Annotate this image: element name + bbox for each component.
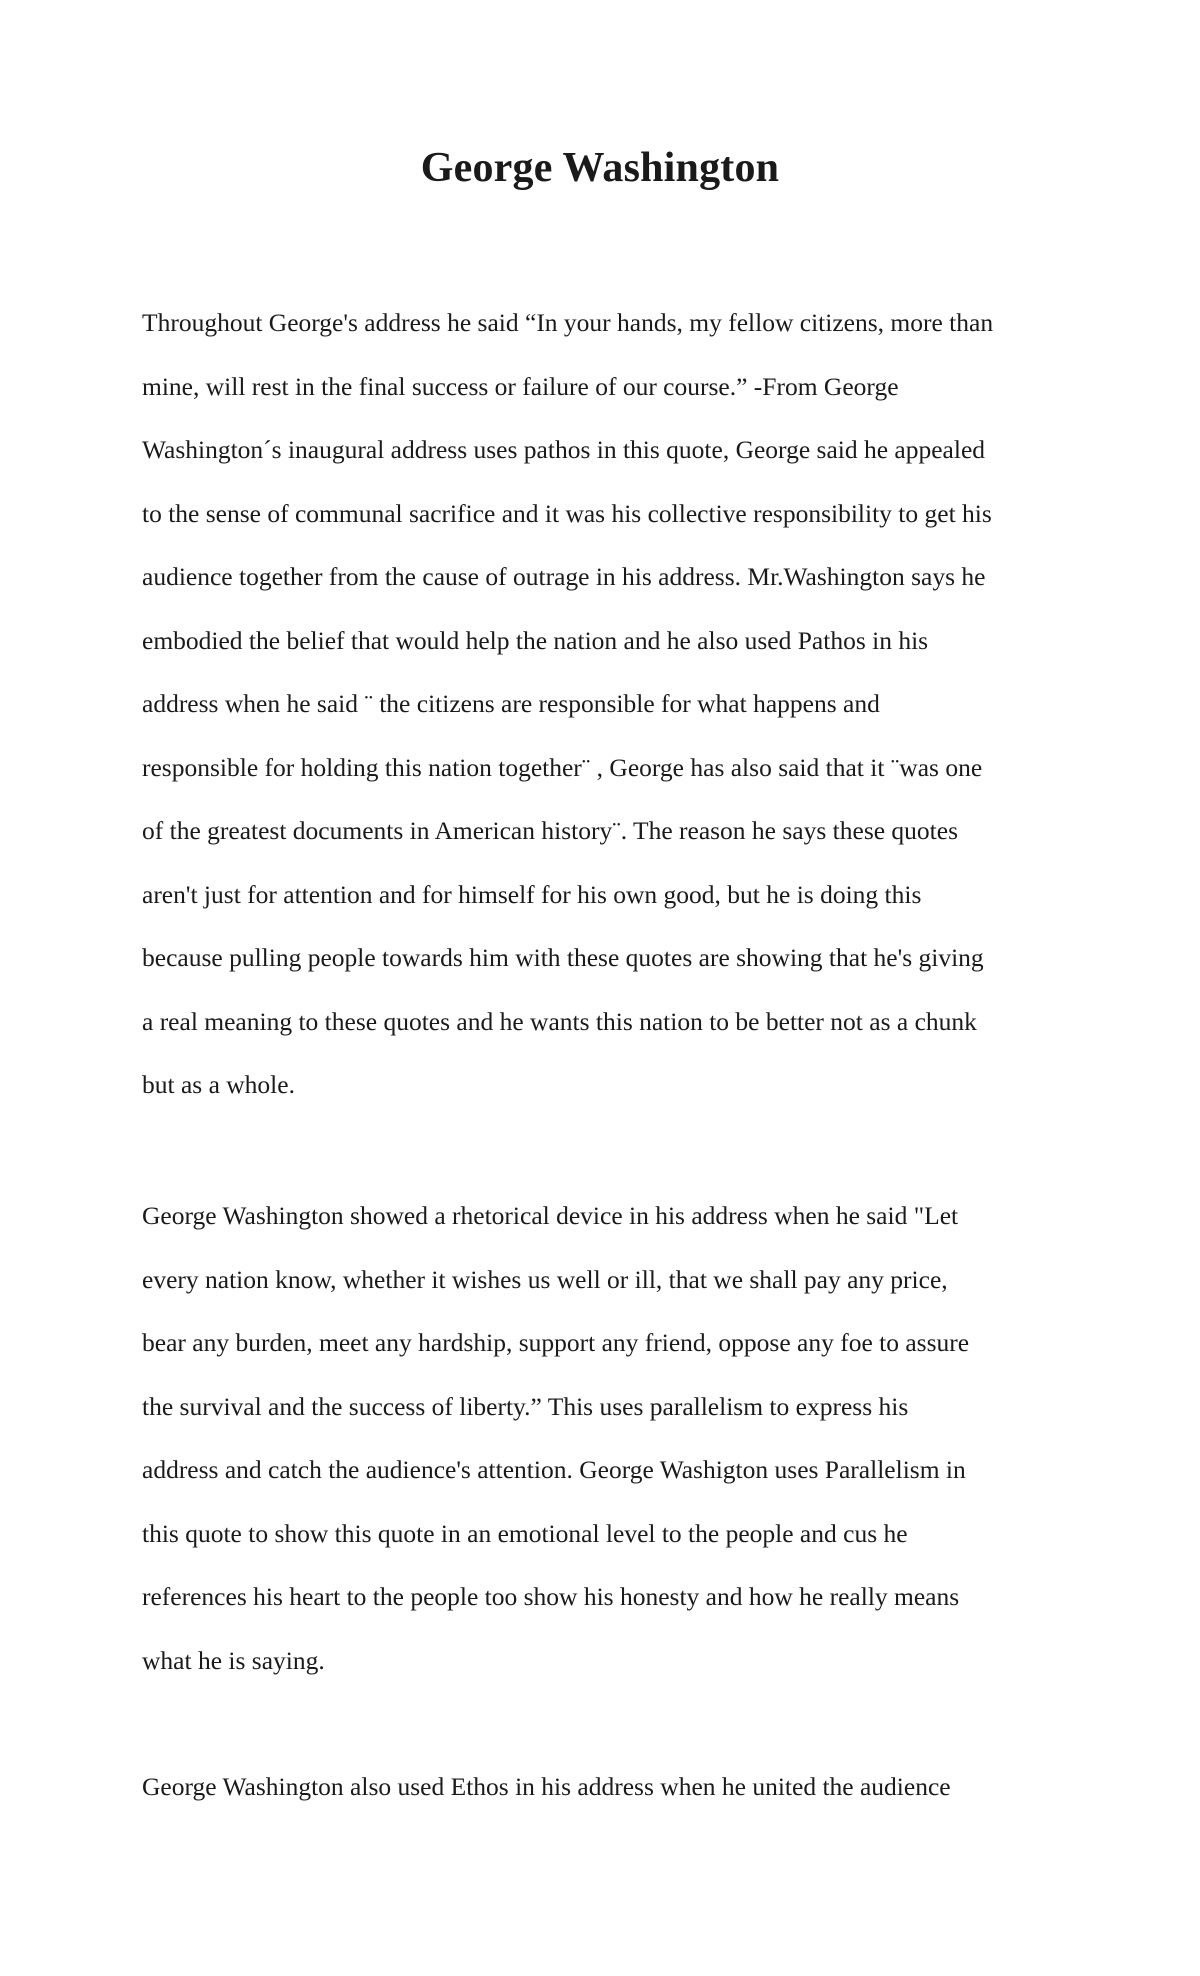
text-line: every nation know, whether it wishes us well or ill, that we shall pay any price, xyxy=(142,1264,948,1294)
text-line: audience together from the cause of outrage in his address. Mr.Washington says he xyxy=(142,562,986,591)
text-line: aren't just for attention and for himself for his own good, but he is doing this xyxy=(142,879,922,909)
text-line: Washington´s inaugural address uses pathos in this quote, George said he appealed xyxy=(142,435,986,464)
text-line: George Washington showed a rhetorical device in his address when he said "Let xyxy=(142,1201,959,1230)
text-line: a real meaning to these quotes and he wants this nation to be better not as a chunk xyxy=(142,1006,977,1036)
text-line: Throughout George's address he said “In your hands, my fellow citizens, more than xyxy=(142,308,994,337)
text-line: address when he said ¨ the citizens are responsible for what happens and xyxy=(142,689,880,718)
document-title: George Washington xyxy=(420,145,780,191)
paragraph-ethos xyxy=(142,1755,1082,1819)
text-line: George Washington also used Ethos in his address when he united the audience xyxy=(142,1772,951,1801)
text-line: this quote to show this quote in an emotional level to the people and cus he xyxy=(142,1518,908,1548)
text-line: mine, will rest in the final success or failure of our course.” -From George xyxy=(142,371,899,401)
text-line: the survival and the success of liberty.” This uses parallelism to express his xyxy=(142,1391,909,1421)
text-line: responsible for holding this nation together¨ , George has also said that it ¨was one xyxy=(142,752,983,782)
text-line: address and catch the audience's attention. George Washigton uses Parallelism in xyxy=(142,1455,966,1484)
text-line: embodied the belief that would help the nation and he also used Pathos in his xyxy=(142,625,929,655)
text-line: but as a whole. xyxy=(142,1070,295,1099)
text-line: because pulling people towards him with these quotes are showing that he's giving xyxy=(142,943,984,972)
text-line: of the greatest documents in American history¨. The reason he says these quotes xyxy=(142,816,959,845)
text-line: to the sense of communal sacrifice and it was his collective responsibility to get his xyxy=(142,498,992,528)
text-line: what he is saying. xyxy=(142,1645,325,1675)
paragraph-pathos xyxy=(142,291,1082,1117)
paragraph-parallelism xyxy=(142,1184,1082,1692)
text-line: bear any burden, meet any hardship, support any friend, oppose any foe to assure xyxy=(142,1328,970,1357)
text-line: references his heart to the people too show his honesty and how he really means xyxy=(142,1582,960,1611)
